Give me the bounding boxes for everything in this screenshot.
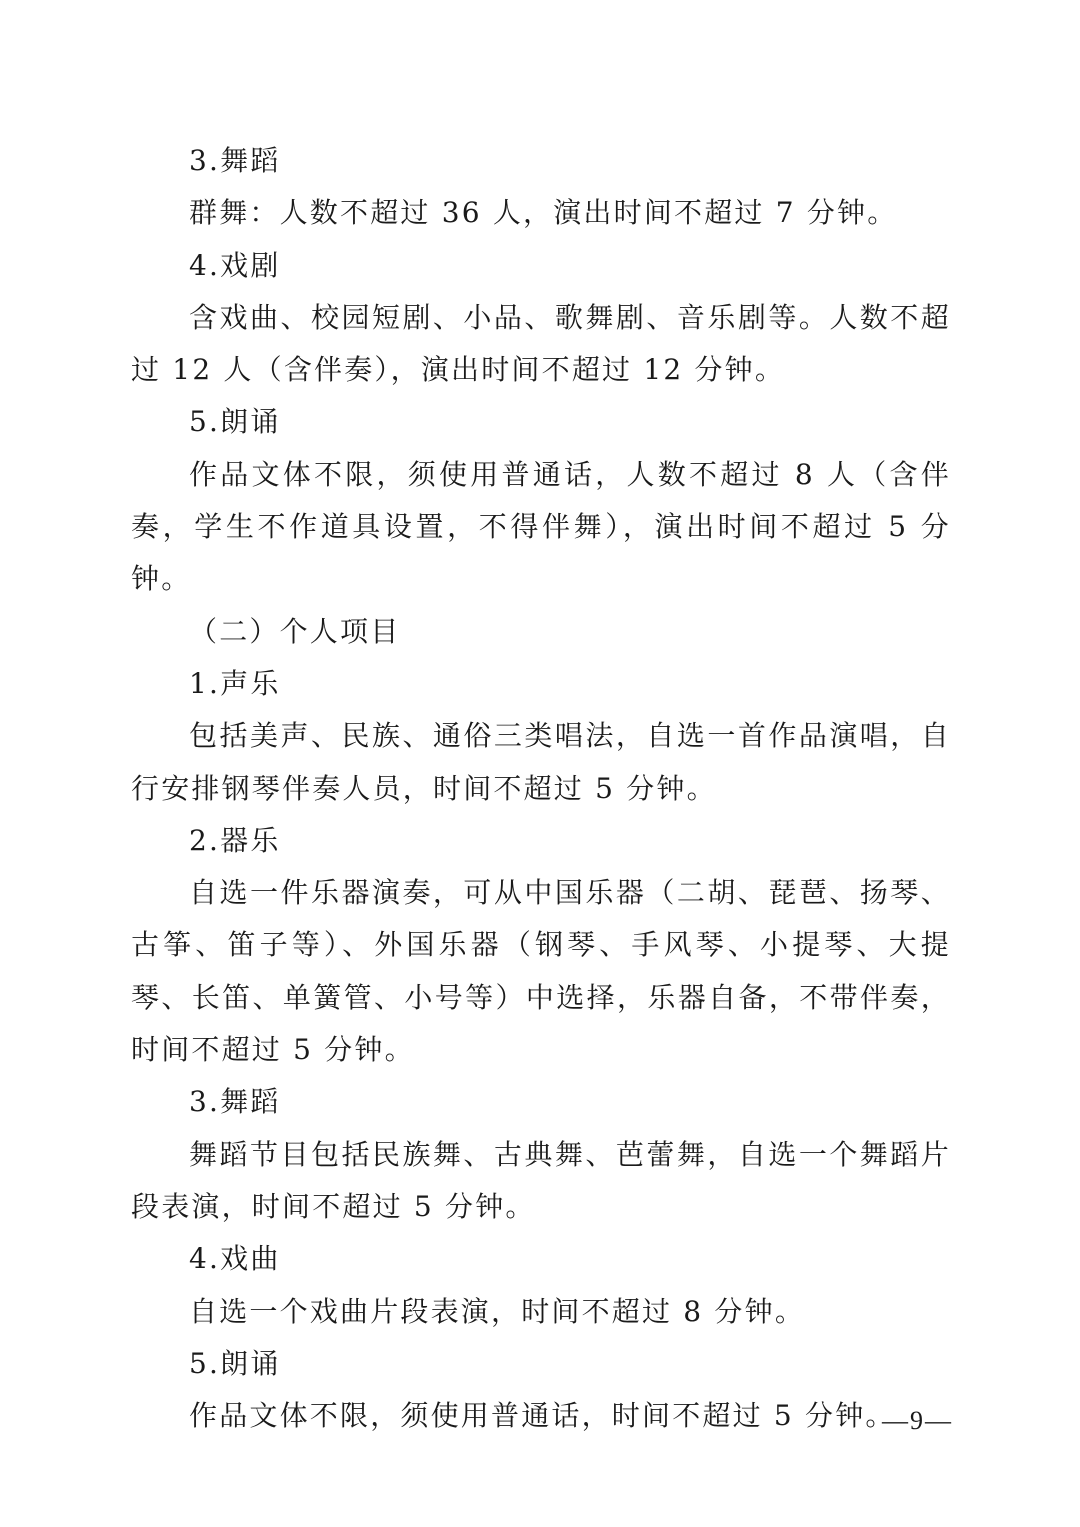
subheading-individual-dance: 3.舞蹈	[189, 1085, 281, 1119]
subheading-vocal: 1.声乐	[189, 666, 281, 700]
paragraph-vocal: 包括美声、民族、通俗三类唱法，自选一首作品演唱，自行安排钢琴伴奏人员，时间不超过 5 分钟。	[131, 719, 951, 805]
subheading-dance: 3.舞蹈	[189, 144, 281, 177]
subheading-drama: 4.戏剧	[189, 248, 281, 282]
section-heading-individual: （二）个人项目	[189, 614, 401, 648]
page-number: —9—	[882, 1406, 953, 1435]
paragraph-drama: 含戏曲、校园短剧、小品、歌舞剧、音乐剧等。人数不超过 12 人（含伴奏），演出时间不超过 12 分钟。	[131, 300, 951, 387]
subheading-instrumental: 2.器乐	[189, 823, 281, 857]
paragraph-recitation: 作品文体不限，须使用普通话，人数不超过 8 人（含伴奏，学生不作道具设置，不得伴舞），演出时间不超过 5 分钟。	[131, 457, 951, 596]
paragraph-individual-recitation: 作品文体不限，须使用普通话，时间不超过 5 分钟。	[189, 1399, 896, 1433]
paragraph-individual-dance: 舞蹈节目包括民族舞、古典舞、芭蕾舞，自选一个舞蹈片段表演，时间不超过 5 分钟。	[131, 1137, 951, 1223]
paragraph-opera: 自选一个戏曲片段表演，时间不超过 8 分钟。	[189, 1294, 806, 1328]
subheading-opera: 4.戏曲	[189, 1242, 281, 1276]
subheading-recitation: 5.朗诵	[189, 405, 281, 439]
document-body	[131, 135, 951, 1442]
paragraph-group-dance: 群舞：人数不超过 36 人，演出时间不超过 7 分钟。	[189, 196, 898, 230]
paragraph-instrumental: 自选一件乐器演奏，可从中国乐器（二胡、琵琶、扬琴、古筝、笛子等）、外国乐器（钢琴、手风琴、小提琴、大提琴、长笛、单簧管、小号等）中选择，乐器自备，不带伴奏，时间不超过 5 分钟。	[131, 876, 951, 1067]
subheading-individual-recitation: 5.朗诵	[189, 1346, 281, 1380]
